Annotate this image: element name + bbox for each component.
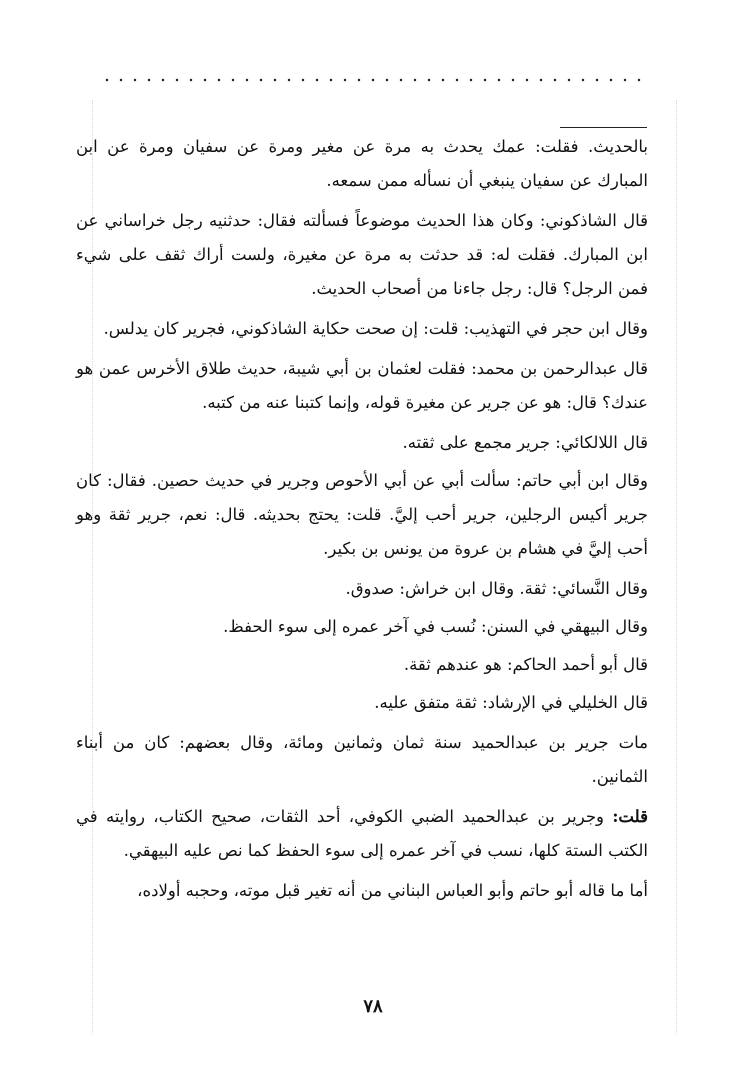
dotted-header-line — [100, 78, 648, 82]
conclusion-text: وجرير بن عبدالحميد الضبي الكوفي، أحد الثقات، صحيح الكتاب، روايته في الكتب الستة كلها، نسب في آخر عمره إلى سوء الحفظ كما نص عليه البيهقي. — [76, 807, 648, 860]
conclusion-paragraph — [76, 800, 648, 868]
paragraph: مات جرير بن عبدالحميد سنة ثمان وثمانين ومائة، وقال بعضهم: كان من أبناء الثمانين. — [76, 733, 648, 786]
page-body — [76, 130, 648, 914]
paragraph: قال الشاذكوني: وكان هذا الحديث موضوعاً فسألته فقال: حدثنيه رجل خراساني عن ابن المبارك. فقلت له: قد حدثت به مرة عن مغيرة، ولست أراك ثقف على شيء فمن الرجل؟ قال: رجل جاءنا من أصحاب الحديث. — [76, 211, 648, 298]
paragraph: بالحديث. فقلت: عمك يحدث به مرة عن مغير ومرة عن سفيان ومرة عن ابن المبارك عن سفيان ينبغي أن نسأله ممن سمعه. — [76, 137, 648, 190]
paragraph: وقال ابن حجر في التهذيب: قلت: إن صحت حكاية الشاذكوني، فجرير كان يدلس. — [103, 319, 648, 338]
paragraph: وقال البيهقي في السنن: نُسب في آخر عمره إلى سوء الحفظ. — [223, 617, 648, 636]
paragraph: قال الخليلي في الإرشاد: ثقة متفق عليه. — [374, 693, 648, 712]
paragraph: أما ما قاله أبو حاتم وأبو العباس البناني من أنه تغير قبل موته، وحجبه أولاده، — [137, 881, 648, 900]
paragraph: قال اللالكائي: جرير مجمع على ثقته. — [402, 433, 648, 452]
paragraph: وقال ابن أبي حاتم: سألت أبي عن أبي الأحوص وجرير في حديث حصين. فقال: كان جرير أكيس الرجلين، جرير أحب إليَّ. قلت: يحتج بحديثه. قال: نعم، جرير ثقة وهو أحب إليَّ في هشام بن عروة من يونس بن بكير. — [76, 471, 648, 558]
conclusion-lead: قلت: — [612, 807, 648, 826]
continuation-rule — [560, 127, 647, 128]
paragraph: وقال النَّسائي: ثقة. وقال ابن خراش: صدوق. — [345, 579, 648, 598]
scan-fold-line — [676, 100, 677, 1034]
page-number: ٧٨ — [363, 996, 383, 1017]
paragraph: قال عبدالرحمن بن محمد: فقلت لعثمان بن أبي شيبة، حديث طلاق الأخرس عمن هو عندك؟ قال: هو عن جرير عن مغيرة قوله، وإنما كتبنا عنه من كتبه. — [76, 359, 648, 412]
paragraph: قال أبو أحمد الحاكم: هو عندهم ثقة. — [403, 655, 648, 674]
